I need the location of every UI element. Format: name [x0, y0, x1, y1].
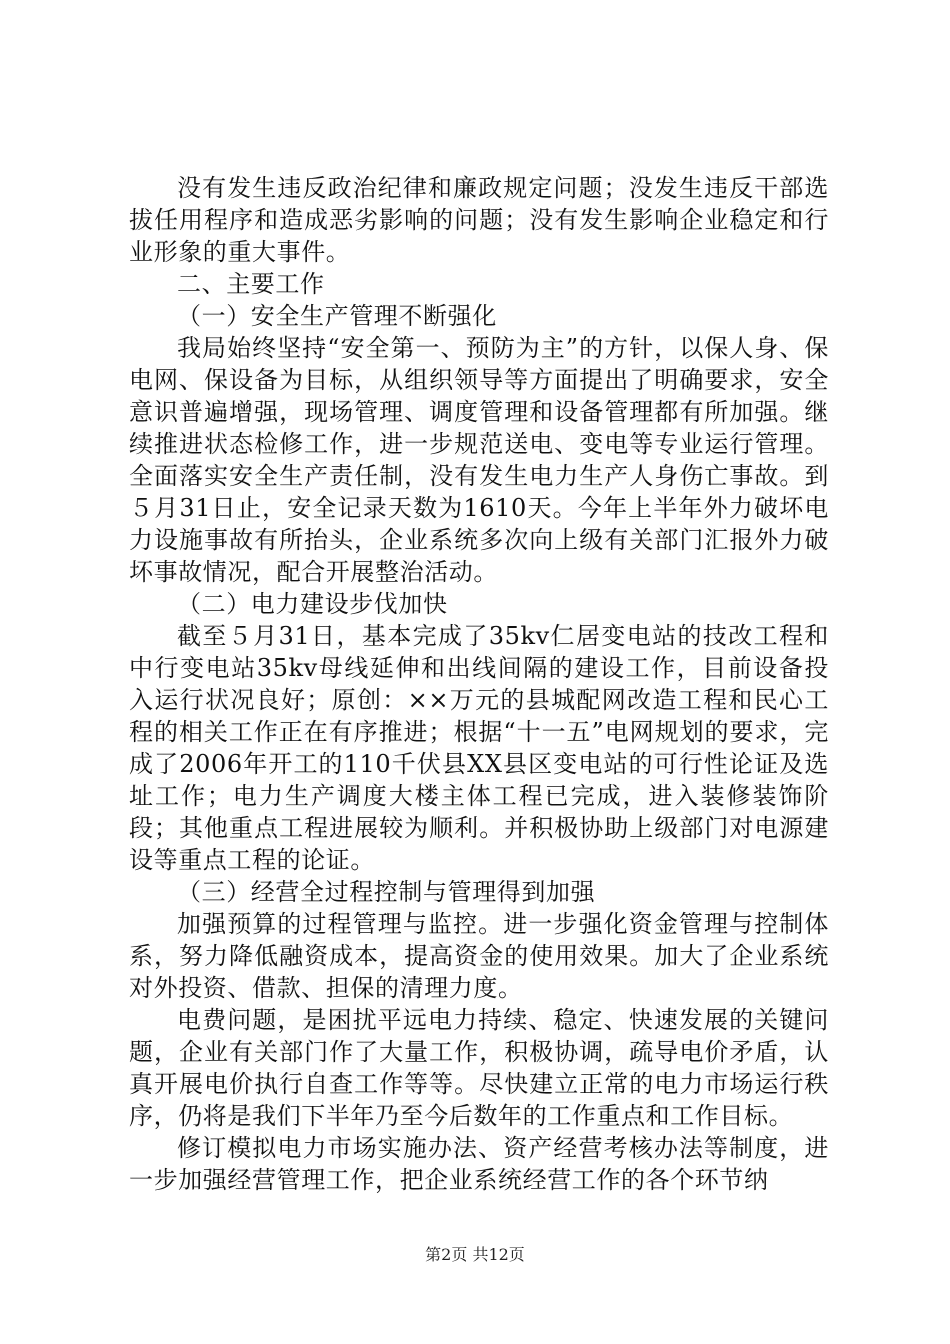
paragraph-budget: 加强预算的过程管理与监控。进一步强化资金管理与控制体系，努力降低融资成本，提高资金的使用效果。加大了企业系统对外投资、借款、担保的清理力度。 [129, 910, 829, 1002]
paragraph-market-rules: 修订模拟电力市场实施办法、资产经营考核办法等制度，进一步加强经营管理工作，把企业系统经营工作的各个环节纳 [129, 1134, 829, 1194]
document-body [129, 172, 829, 1196]
subsection-heading-construction: （二）电力建设步伐加快 [177, 590, 448, 618]
paragraph-electricity-fees: 电费问题，是困扰平远电力持续、稳定、快速发展的关键问题，企业有关部门作了大量工作，积极协调，疏导电价矛盾，认真开展电价执行自查工作等等。尽快建立正常的电力市场运行秩序，仍将是我们下半年乃至今后数年的工作重点和工作目标。 [129, 1006, 829, 1130]
page-number-footer: 第2页 共12页 [425, 1245, 525, 1264]
paragraph-safety: 我局始终坚持“安全第一、预防为主”的方针，以保人身、保电网、保设备为目标，从组织领导等方面提出了明确要求，安全意识普遍增强，现场管理、调度管理和设备管理都有所加强。继续推进状态检修工作，进一步规范送电、变电等专业运行管理。全面落实安全生产责任制，没有发生电力生产人身伤亡事故。到５月31日止，安全记录天数为1610天。今年上半年外力破坏电力设施事故有所抬头，企业系统多次向上级有关部门汇报外力破坏事故情况，配合开展整治活动。 [129, 334, 829, 586]
paragraph-intro: 没有发生违反政治纪律和廉政规定问题；没发生违反干部选拔任用程序和造成恶劣影响的问题；没有发生影响企业稳定和行业形象的重大事件。 [129, 174, 829, 266]
subsection-heading-safety: （一）安全生产管理不断强化 [177, 302, 497, 330]
subsection-heading-operations: （三）经营全过程控制与管理得到加强 [177, 878, 596, 906]
paragraph-construction: 截至５月31日，基本完成了35kv仁居变电站的技改工程和中行变电站35kv母线延伸和出线间隔的建设工作，目前设备投入运行状况良好；原创：××万元的县城配网改造工程和民心工程的相关工作正在有序推进；根据“十一五”电网规划的要求，完成了2006年开工的110千伏县XX县区变电站的可行性论证及选址工作；电力生产调度大楼主体工程已完成，进入装修装饰阶段；其他重点工程进展较为顺利。并积极协助上级部门对电源建设等重点工程的论证。 [129, 622, 829, 874]
section-heading-main-work: 二、主要工作 [177, 270, 325, 298]
